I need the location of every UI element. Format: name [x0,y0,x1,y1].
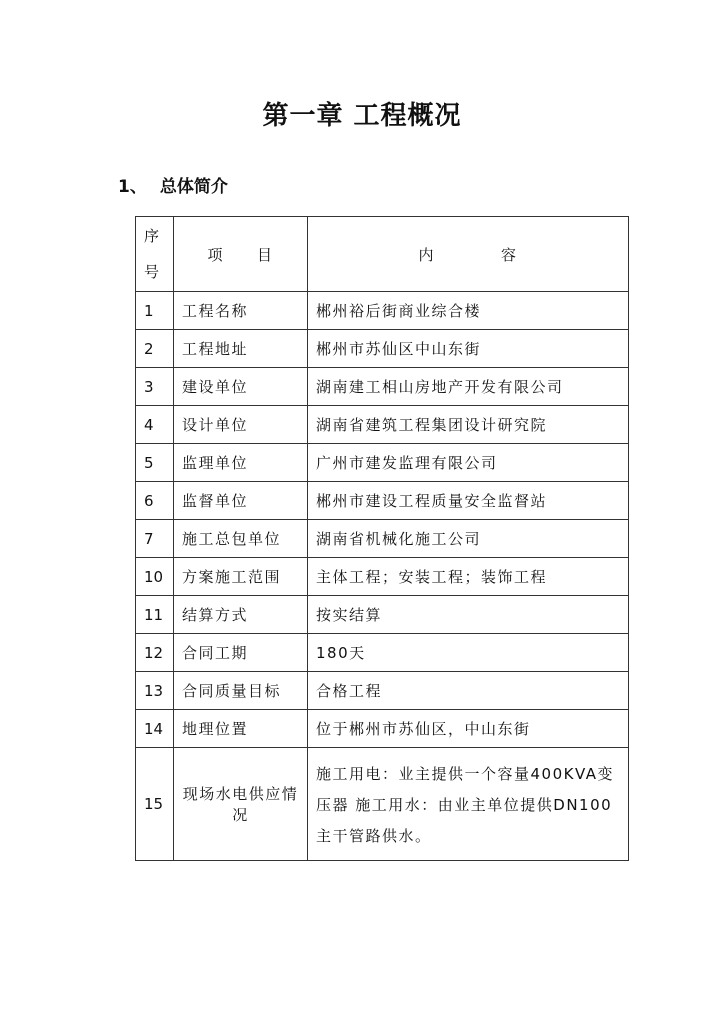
row-no: 3 [136,368,174,406]
row-item: 建设单位 [174,368,308,406]
row-content: 湖南省建筑工程集团设计研究院 [308,406,629,444]
project-overview-table [135,216,629,861]
table-row [136,330,629,368]
row-content: 郴州市苏仙区中山东街 [308,330,629,368]
row-no: 15 [136,748,174,861]
row-content: 180天 [308,634,629,672]
row-no: 14 [136,710,174,748]
row-content: 广州市建发监理有限公司 [308,444,629,482]
row-no: 11 [136,596,174,634]
row-item: 方案施工范围 [174,558,308,596]
row-item: 工程名称 [174,292,308,330]
table-row [136,710,629,748]
table-row [136,444,629,482]
row-item: 工程地址 [174,330,308,368]
table-row [136,292,629,330]
table-row [136,368,629,406]
row-no: 10 [136,558,174,596]
table-row [136,672,629,710]
table-header-row [136,217,629,292]
row-item: 施工总包单位 [174,520,308,558]
row-content: 郴州市建设工程质量安全监督站 [308,482,629,520]
row-no: 2 [136,330,174,368]
header-content: 内 容 [308,217,629,292]
row-item: 现场水电供应情况 [174,748,308,861]
row-content: 合格工程 [308,672,629,710]
header-no: 序号 [136,217,174,292]
row-content: 位于郴州市苏仙区，中山东街 [308,710,629,748]
table-row [136,748,629,861]
row-content: 施工用电：业主提供一个容量400KVA变压器 施工用水：由业主单位提供DN100主干管路供水。 [308,748,629,861]
row-item: 监督单位 [174,482,308,520]
row-no: 7 [136,520,174,558]
row-content: 湖南建工相山房地产开发有限公司 [308,368,629,406]
section-number: 1、 [118,177,147,197]
table-row [136,406,629,444]
section-label: 总体简介 [159,177,228,197]
row-no: 13 [136,672,174,710]
section-heading [118,172,228,197]
table-row [136,634,629,672]
row-no: 4 [136,406,174,444]
row-no: 6 [136,482,174,520]
table-row [136,558,629,596]
row-item: 结算方式 [174,596,308,634]
row-content: 按实结算 [308,596,629,634]
row-item: 监理单位 [174,444,308,482]
chapter-title: 第一章 工程概况 [262,101,462,131]
row-item: 地理位置 [174,710,308,748]
row-content: 郴州裕后街商业综合楼 [308,292,629,330]
table-row [136,520,629,558]
row-no: 1 [136,292,174,330]
row-item: 合同工期 [174,634,308,672]
row-content: 主体工程；安装工程；装饰工程 [308,558,629,596]
row-item: 合同质量目标 [174,672,308,710]
row-content: 湖南省机械化施工公司 [308,520,629,558]
row-no: 5 [136,444,174,482]
row-item: 设计单位 [174,406,308,444]
row-no: 12 [136,634,174,672]
table-row [136,482,629,520]
header-item: 项 目 [174,217,308,292]
table-row [136,596,629,634]
